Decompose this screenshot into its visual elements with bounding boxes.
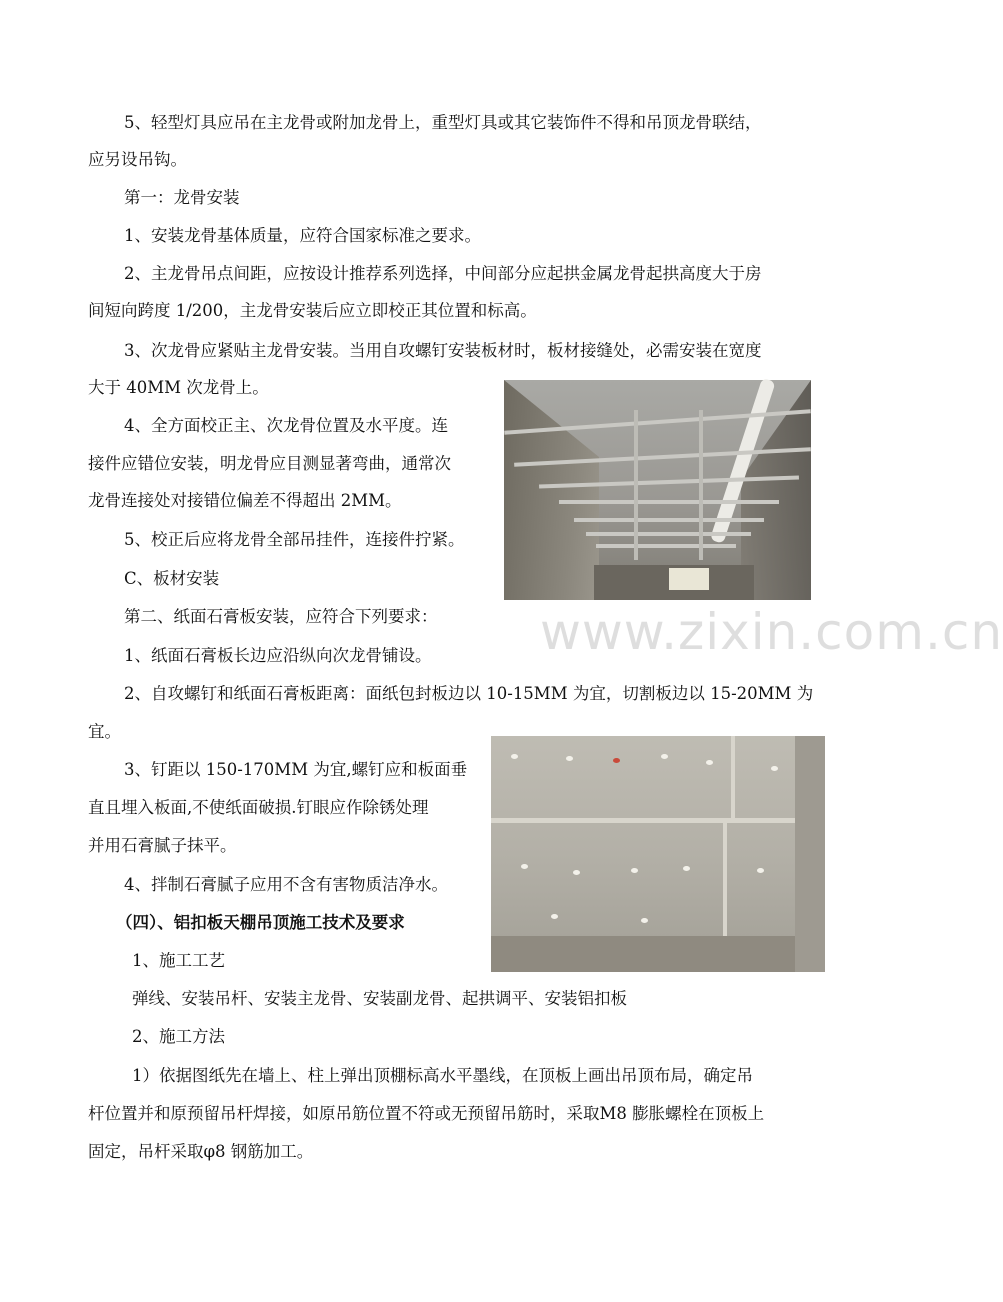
paragraph-light-fixtures-cont: 应另设吊钩。 — [88, 150, 187, 169]
paragraph-nail-spacing: 3、钉距以 150-170MM 为宜,螺钉应和板面垂 — [124, 760, 468, 779]
paragraph-calibrate-keel-cont2: 龙骨连接处对接错位偏差不得超出 2MM。 — [88, 491, 402, 510]
section-heading-aluminum-ceiling: （四）、铝扣板天棚吊顶施工技术及要求 — [116, 913, 405, 932]
gypsum-board-photo — [491, 736, 825, 972]
paragraph-gypsum-requirements: 第二、纸面石膏板安装，应符合下列要求： — [124, 607, 438, 626]
section-heading-keel-install: 第一：龙骨安装 — [124, 188, 240, 207]
paragraph-main-keel-spacing-cont: 间短向跨度 1/200，主龙骨安装后应立即校正其位置和标高。 — [88, 301, 537, 320]
section-heading-board-install: C、板材安装 — [124, 569, 220, 588]
paragraph-tighten-hangers: 5、校正后应将龙骨全部吊挂件，连接件拧紧。 — [124, 530, 465, 549]
paragraph-screw-distance: 2、自攻螺钉和纸面石膏板距离：面纸包封板边以 10-15MM 为宜，切割板边以 15-20MM 为 — [124, 684, 814, 703]
paragraph-calibrate-keel: 4、全方面校正主、次龙骨位置及水平度。连 — [124, 416, 448, 435]
subheading-method: 2、施工方法 — [132, 1027, 225, 1046]
paragraph-screw-distance-cont: 宜。 — [88, 722, 121, 741]
paragraph-secondary-keel: 3、次龙骨应紧贴主龙骨安装。当用自攻螺钉安装板材时，板材接缝处，必需安装在宽度 — [124, 341, 762, 360]
paragraph-light-fixtures: 5、轻型灯具应吊在主龙骨或附加龙骨上，重型灯具或其它装饰件不得和吊顶龙骨联结， — [124, 113, 762, 132]
paragraph-method: 1）依据图纸先在墙上、柱上弹出顶棚标高水平墨线，在顶板上画出吊顶布局，确定吊 — [132, 1066, 753, 1085]
paragraph-keel-quality: 1、安装龙骨基体质量，应符合国家标准之要求。 — [124, 226, 481, 245]
keel-grid-photo — [504, 380, 811, 600]
watermark: www.zixin.com.cn — [540, 603, 1003, 661]
paragraph-long-edge: 1、纸面石膏板长边应沿纵向次龙骨铺设。 — [124, 646, 432, 665]
paragraph-nail-spacing-cont2: 并用石膏腻子抹平。 — [88, 836, 237, 855]
subheading-process: 1、施工工艺 — [132, 951, 225, 970]
paragraph-main-keel-spacing: 2、主龙骨吊点间距，应按设计推荐系列选择，中间部分应起拱金属龙骨起拱高度大于房 — [124, 264, 762, 283]
paragraph-putty-water: 4、拌制石膏腻子应用不含有害物质洁净水。 — [124, 875, 448, 894]
paragraph-process-steps: 弹线、安装吊杆、安装主龙骨、安装副龙骨、起拱调平、安装铝扣板 — [132, 989, 627, 1008]
paragraph-secondary-keel-cont: 大于 40MM 次龙骨上。 — [88, 378, 269, 397]
paragraph-calibrate-keel-cont1: 接件应错位安装，明龙骨应目测显著弯曲，通常次 — [88, 454, 451, 473]
paragraph-method-cont2: 固定，吊杆采取φ8 钢筋加工。 — [88, 1142, 314, 1161]
paragraph-method-cont1: 杆位置并和原预留吊杆焊接，如原吊筋位置不符或无预留吊筋时，采取M8 膨胀螺栓在顶板上 — [88, 1104, 765, 1123]
paragraph-nail-spacing-cont1: 直且埋入板面,不使纸面破损.钉眼应作除锈处理 — [88, 798, 429, 817]
